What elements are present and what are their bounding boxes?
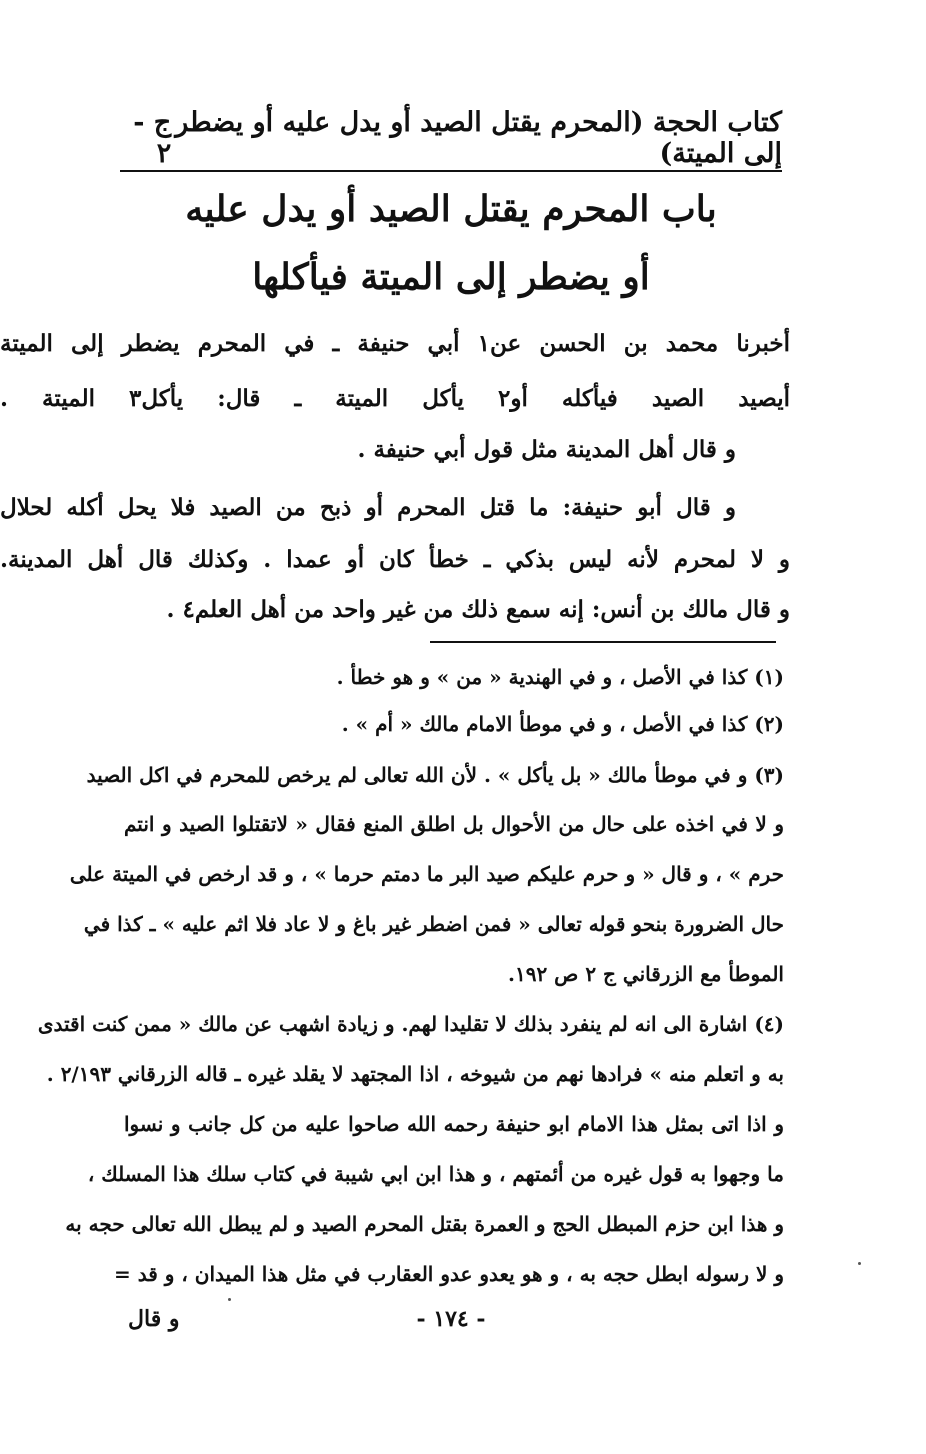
- chapter-title-line-1: باب المحرم يقتل الصيد أو يدل عليه: [185, 188, 717, 230]
- scan-speck: [228, 1298, 231, 1301]
- footnote-line: و هذا ابن حزم المبطل الحج و العمرة بقتل المحرم الصيد و لم يبطل الله تعالى حجه به: [65, 1212, 784, 1236]
- body-line: أخبرنا محمد بن الحسن عن١ أبي حنيفة ـ في المحرم يضطر إلى الميتة: [0, 330, 790, 357]
- body-line: و قال أهل المدينة مثل قول أبي حنيفة .: [357, 436, 736, 463]
- page-number: - ١٧٤ -: [416, 1306, 486, 1332]
- body-line: و قال أبو حنيفة: ما قتل المحرم أو ذبح من الصيد فلا يحل أكله لحلال: [0, 494, 736, 521]
- catchword: و قال: [128, 1306, 180, 1332]
- body-line: و قال مالك بن أنس: إنه سمع ذلك من غير واحد من أهل العلم٤ .: [166, 596, 790, 623]
- footnote-line: و لا رسوله ابطل حجه به ، و هو يعدو عدو العقارب في مثل هذا الميدان ، و قد =: [114, 1262, 784, 1286]
- footnote-line: و اذا اتى بمثل هذا الامام ابو حنيفة رحمه الله صاحوا عليه من كل جانب و نسوا: [124, 1112, 784, 1136]
- volume-label: ج - ٢: [133, 107, 172, 169]
- header-divider: [120, 170, 782, 172]
- footnote-line: به و اتعلم منه » فرادها نهم من شيوخه ، اذا المجتهد لا يقلد غيره ـ قاله الزرقاني ٢/١٩٣ .: [46, 1062, 784, 1086]
- page-footer: [120, 1300, 782, 1340]
- footnote-line: (٣) و في موطأ مالك « بل يأكل » . لأن الله تعالى لم يرخص للمحرم في اكل الصيد: [86, 763, 784, 787]
- running-title: كتاب الحجة (المحرم يقتل الصيد أو يدل عليه أو يضطر إلى الميتة): [175, 107, 782, 169]
- body-line: و لا لمحرم لأنه ليس بذكي ـ خطأ كان أو عمدا . وكذلك قال أهل المدينة.: [0, 546, 790, 573]
- footnote-divider: [430, 641, 776, 643]
- scan-speck: [858, 1262, 861, 1265]
- chapter-title-line-2: أو يضطر إلى الميتة فيأكلها: [252, 256, 650, 298]
- footnote-line: (٢) كذا في الأصل ، و في موطأ الامام مالك « أم » .: [341, 712, 784, 736]
- footnote-line: ما وجهوا به قول غيره من أئمتهم ، و هذا ابن ابي شيبة في كتاب سلك هذا المسلك ،: [87, 1162, 784, 1186]
- footnote-line: حال الضرورة بنحو قوله تعالى « فمن اضطر غير باغ و لا عاد فلا اثم عليه » ـ كذا في: [83, 912, 784, 936]
- footnote-line: و لا في اخذه على حال من الأحوال بل اطلق المنع فقال « لاتقتلوا الصيد و انتم: [124, 812, 784, 836]
- body-line: أيصيد الصيد فيأكله أو٢ يأكل الميتة ـ قال: يأكل٣ الميتة .: [0, 385, 790, 412]
- running-header: [120, 107, 782, 169]
- footnote-line: حرم » ، و قال « و حرم عليكم صيد البر ما دمتم حرما » ، و قد ارخص في الميتة على: [69, 862, 784, 886]
- footnote-line: الموطأ مع الزرقاني ج ٢ ص ١٩٢.: [508, 962, 784, 986]
- footnote-line: (١) كذا في الأصل ، و في الهندية « من » و هو خطأ .: [336, 665, 784, 689]
- footnote-line: (٤) اشارة الى انه لم ينفرد بذلك لا تقليدا لهم. و زيادة اشهب عن مالك « ممن كنت اقتدى: [37, 1012, 784, 1036]
